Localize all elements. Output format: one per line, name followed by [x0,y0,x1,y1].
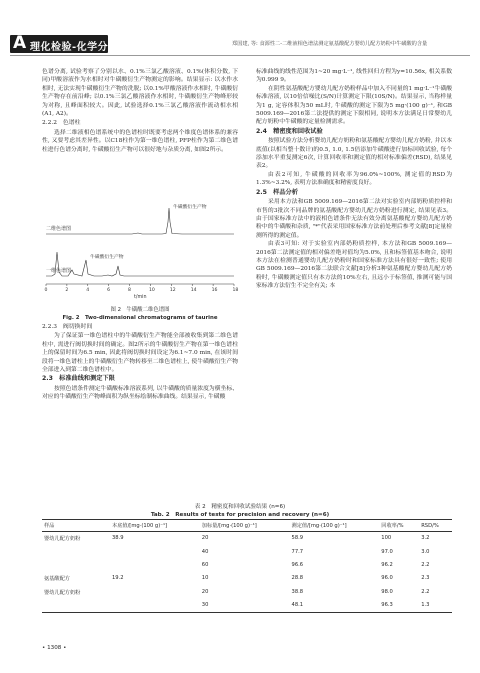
table-cell [110,546,200,559]
table-cell: 77.7 [291,549,304,556]
left-column-bottom [42,322,238,402]
table-cell: 38.9 [112,535,124,542]
results-table [42,519,452,613]
table-cell: 2.2 [421,588,430,595]
paragraph: 色谱分离, 试验考察了分别以水、0.1%三氯乙酸溶液、0.1%(体积分数, 下同)甲酸溶液作为水相时对牛磺酸衍生产物测定的影响。结果显示: 以水作水相时, 无法实现牛磺酸衍生产物的洗脱; 以0.1%甲酸溶液作水相时, 牛磺酸衍生产物存在前沿峰; 以0.1%三氯乙酸溶液作水相时, 牛磺酸衍生产物峰形较为对称, 且峰面积较大。因此, 试验选择0.1%三氯乙酸溶液作流动相水相(A1, A2)。 [42,69,238,118]
table-row [42,546,452,559]
table-cell: 婴幼儿配方奶粉 [44,589,81,596]
table-cell: 96.3 [379,599,419,612]
table-cell: 2.2 [421,561,430,568]
section-heading-2-2-2: 2.2.2 色谱柱 [42,120,81,127]
left-column-top [42,68,238,154]
table-cell: 20 [201,588,209,595]
label-2d: 二维色谱图 [46,226,72,232]
table-cell: 3.2 [421,535,430,542]
paragraph: 由表3可知: 对于实验室内部奶粉质控样, 本方法和GB 5009.169—2016第二法测定值的相对偏差绝对值均为5.0%, 且和标签值基本吻合, 说明本方法在检测普通婴幼儿配方奶粉时和国家标准方法具有很好一致性; 使用GB 5009.169—2016第二法联合文献[8]分析3种氨基酸配方婴幼儿配方奶粉时, 牛磺酸测定值只有本方法的10%左右, 且远小于标签值, 推测可能与国家标准方法衍生不完全有关; 本 [256,241,452,290]
x-tick-label: 10 [148,288,155,293]
journal-logo-mark: A [13,33,27,53]
journal-name: 理化检验-化学分册 [30,42,119,53]
paragraph: 由表2可知, 牛磺酸的回收率为96.0%~100%, 测定值的RSD为1.3%~3.2%, 表明方法准确度和精密度良好。 [256,171,452,187]
table-cell [110,599,200,612]
table-row [42,532,452,546]
table-header: 回收率/% [379,520,419,532]
x-tick-label: 0 [44,288,48,293]
table-cell: 20 [201,535,209,542]
table-header: 样品 [42,520,110,532]
header-divider [10,55,470,56]
paragraph: 采用本方法和GB 5009.169—2016第二法对实验室内部奶粉质控样和市售的3批次不同品牌的氨基酸配方婴幼儿配方奶粉进行测定, 结果见表3。由于国家标准方法中的液相色谱条件无法有效分离氨基酸配方婴幼儿配方奶粉中的牛磺酸和杂质, "*"代表采用国家标准方法前处理后参考文献[8]定量检测所得的测定值。 [256,199,452,239]
peak-label-1d: 牛磺酸衍生产物 [90,255,124,260]
table-header: 本底值/[mg·(100 g)⁻¹] [110,520,200,532]
table-row [42,571,452,585]
x-tick-label: 16 [211,288,218,293]
page-number: • 1308 • [42,645,67,651]
table-cell: 1.3 [419,599,452,612]
table-caption-cn: 表 2 精密度和回收试验结果 (n=6) [194,504,286,510]
table-cell: 氨基酸配方 [44,575,70,582]
table-header: 加标量/[mg·(100 g)⁻¹] [200,520,290,532]
x-axis-unit: t/min [134,295,147,300]
table-cell: 40 [201,549,209,556]
section-heading-2-4: 2.4 精密度和回收试验 [256,127,323,135]
section-heading-2-2-3: 2.2.3 阀切换时间 [42,324,93,330]
table-cell: 10 [201,574,209,581]
peak-label-2d: 牛磺酸衍生产物 [173,205,207,210]
paragraph: 标准曲线的线性范围为1~20 mg·L⁻¹, 线性回归方程为y=10.56x, 相关系数为0.999 9。 [256,69,452,84]
table-cell: 96.2 [381,561,393,568]
trace-2d [46,208,234,234]
table-cell: 48.1 [290,599,380,612]
paragraph: 按照试验方法分析婴幼儿配方奶粉和氨基酸配方婴幼儿配方奶粉, 并以本底值(以相当整十数计)的0.5, 1.0, 1.5倍添加牛磺酸进行加标回收试验, 每个添加水平重复测定6次, 计算回收率和测定值的相对标准偏差(RSD), 结果见表2。 [256,138,452,170]
table-row [42,559,452,572]
x-tick-label: 18 [232,288,238,293]
table-cell: 96.0 [381,574,393,581]
table-row [42,599,452,612]
table-cell: 100 [381,535,392,542]
table-cell: 97.0 [381,549,393,556]
table-cell: 38.8 [291,588,304,595]
table-cell: 2.3 [421,574,430,581]
trace-1d [46,252,234,276]
paragraph: 为了保证第一维色谱柱中的牛磺酸衍生产物能全部被收集到第二维色谱柱中, 需进行阀切换时间的确定。图2所示的牛磺酸衍生产物在第一维色谱柱上的保留时间为6.5 min, 因此将阀切换时间设定为6.1~7.0 min, 在该时间段将一维色谱柱上的牛磺酸衍生产物转移至二维色谱柱上, 使牛磺酸衍生产物全部进入到第二维色谱柱中。 [42,333,238,374]
chromatogram-figure [42,200,238,302]
x-tick-label: 6 [107,288,111,293]
right-column [256,68,452,291]
table-cell: 60 [201,561,209,568]
x-tick-label: 2 [65,288,69,293]
table-header: 测定值/[mg·(100 g)⁻¹] [290,520,380,532]
figure-caption-cn: 图 2 牛磺酸二维色谱图 [110,307,170,313]
x-tick-label: 14 [190,288,197,293]
section-heading-2-5: 2.5 样品分析 [256,188,298,196]
table-cell [42,599,110,612]
table-cell: 58.9 [291,535,304,542]
table-cell: 婴幼儿配方奶粉 [44,536,81,543]
x-tick-label: 12 [169,288,176,293]
x-tick-label: 8 [128,288,131,293]
paragraph: 选择二维液相色谱系统中的色谱柱时既要考虑两个维度色谱体系的兼容性, 又要考虑其差异性。以C18柱作为第一维色谱柱, PFP柱作为第二维色谱柱进行色谱分离时, 牛磺酸衍生产物可以很好地与杂质分离, 如图2所示。 [42,129,238,153]
table-cell [110,559,200,572]
label-1d: 一维色谱图 [46,268,72,274]
table-cell: 96.6 [291,561,304,568]
table-cell: 3.0 [421,549,430,556]
paragraph: 按照色谱条件测定牛磺酸标准溶液系列, 以牛磺酸的质量浓度为横坐标、对应的牛磺酸衍生产物峰面积为纵坐标绘制标准曲线。结果显示, 牛磺酸 [42,385,238,401]
table-header: RSD/% [419,520,452,532]
table-cell [42,546,110,559]
section-heading-2-3: 2.3 标准曲线和测定下限 [42,375,115,383]
table-row [42,585,452,599]
running-title: 郑国建, 等: 食源性二-二维液相色谱法测定氨基酸配方婴幼儿配方奶粉中牛磺酸的含量 [232,41,428,47]
table-cell [110,585,200,599]
table-cell: 30 [200,599,290,612]
table-cell: 98.0 [381,588,393,595]
table-cell [42,559,110,572]
table-caption-en: Tab. 2 Results of tests for precision and recovery (n=6) [150,512,330,518]
figure-caption-en: Fig. 2 Two-dimensional chromatograms of taurine [62,315,218,321]
table-cell: 19.2 [112,574,124,581]
table-cell: 28.8 [291,574,304,581]
x-ticks [45,284,239,293]
x-tick-label: 4 [86,288,90,293]
paragraph: 在阴性氨基酸配方婴幼儿配方奶粉样品中加入不同量的1 mg·L⁻¹牛磺酸标准溶液, 以10倍信噪比(S/N)计算测定下限(10S/N)。结果显示, 当称样量为1 g, 定容体积为50 mL时, 牛磺酸的测定下限为5 mg·(100 g)⁻¹, 和GB 5009.169—2016第二法提供的测定下限相同, 说明本方法满足日常婴幼儿配方奶粉中牛磺酸的定量检测需求。 [256,85,452,126]
